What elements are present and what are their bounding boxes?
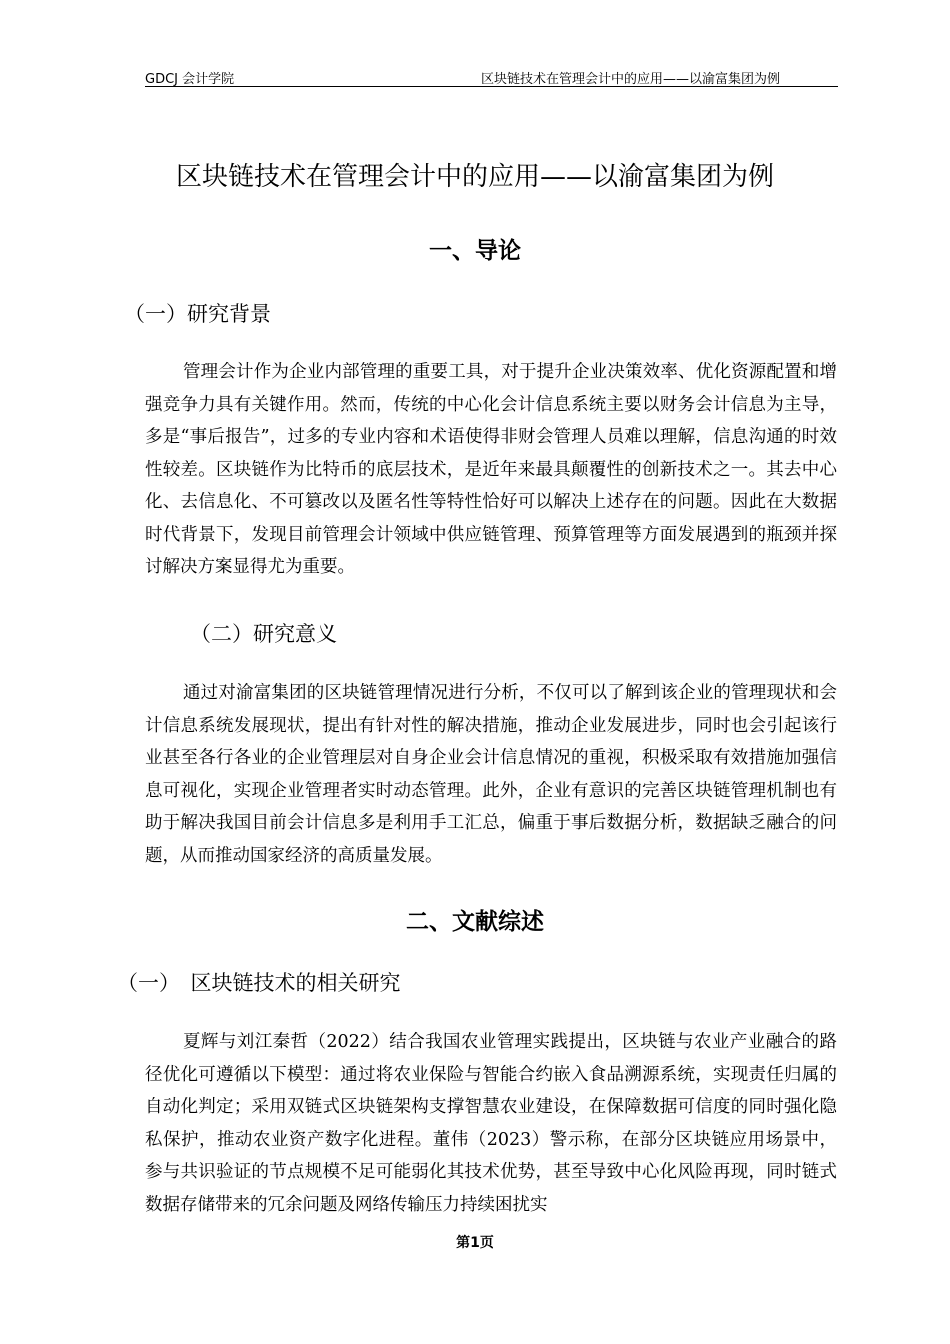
paragraph-significance: 通过对渝富集团的区块链管理情况进行分析，不仅可以了解到该企业的管理现状和会计信息系统发展现状，提出有针对性的解决措施，推动企业发展进步，同时也会引起该行业甚至各行各业的企业管理层对自身企业会计信息情况的重视，积极采取有效措施加强信息可视化，实现企业管理者实时动态管理。此外，企业有意识的完善区块链管理机制也有助于解决我国目前会计信息多是利用手工汇总，偏重于事后数据分析，数据缺乏融合的问题，从而推动国家经济的高质量发展。 xyxy=(145,683,837,866)
section-heading-literature-review: 二、文献综述 xyxy=(406,909,544,935)
subsection-heading-significance: （二）研究意义 xyxy=(190,622,337,646)
page-header xyxy=(145,66,838,87)
page-number: 第1页 xyxy=(456,1235,494,1251)
section-heading-introduction: 一、导论 xyxy=(429,238,521,264)
paragraph-blockchain-research: 夏辉与刘江秦哲（2022）结合我国农业管理实践提出，区块链与农业产业融合的路径优化可遵循以下模型：通过将农业保险与智能合约嵌入食品溯源系统，实现责任归属的自动化判定；采用双链式区块链架构支撑智慧农业建设，在保障数据可信度的同时强化隐私保护，推动农业资产数字化进程。董伟（2023）警示称，在部分区块链应用场景中，参与共识验证的节点规模不足可能弱化其技术优势，甚至导致中心化风险再现，同时链式数据存储带来的冗余问题及网络传输压力持续困扰实 xyxy=(145,1032,837,1215)
subsection-heading-background: （一）研究背景 xyxy=(124,302,271,326)
header-left-text: GDCJ 会计学院 xyxy=(145,72,235,87)
subsection-heading-blockchain-research: （一） 区块链技术的相关研究 xyxy=(117,971,401,995)
header-right-text: 区块链技术在管理会计中的应用——以渝富集团为例 xyxy=(480,72,780,87)
document-title: 区块链技术在管理会计中的应用——以渝富集团为例 xyxy=(175,162,774,192)
paragraph-background: 管理会计作为企业内部管理的重要工具，对于提升企业决策效率、优化资源配置和增强竞争力具有关键作用。然而，传统的中心化会计信息系统主要以财务会计信息为主导，多是“事后报告”，过多的专业内容和术语使得非财会管理人员难以理解，信息沟通的时效性较差。区块链作为比特币的底层技术，是近年来最具颠覆性的创新技术之一。其去中心化、去信息化、不可篡改以及匿名性等特性恰好可以解决上述存在的问题。因此在大数据时代背景下，发现目前管理会计领域中供应链管理、预算管理等方面发展遇到的瓶颈并探讨解决方案显得尤为重要。 xyxy=(145,362,837,577)
